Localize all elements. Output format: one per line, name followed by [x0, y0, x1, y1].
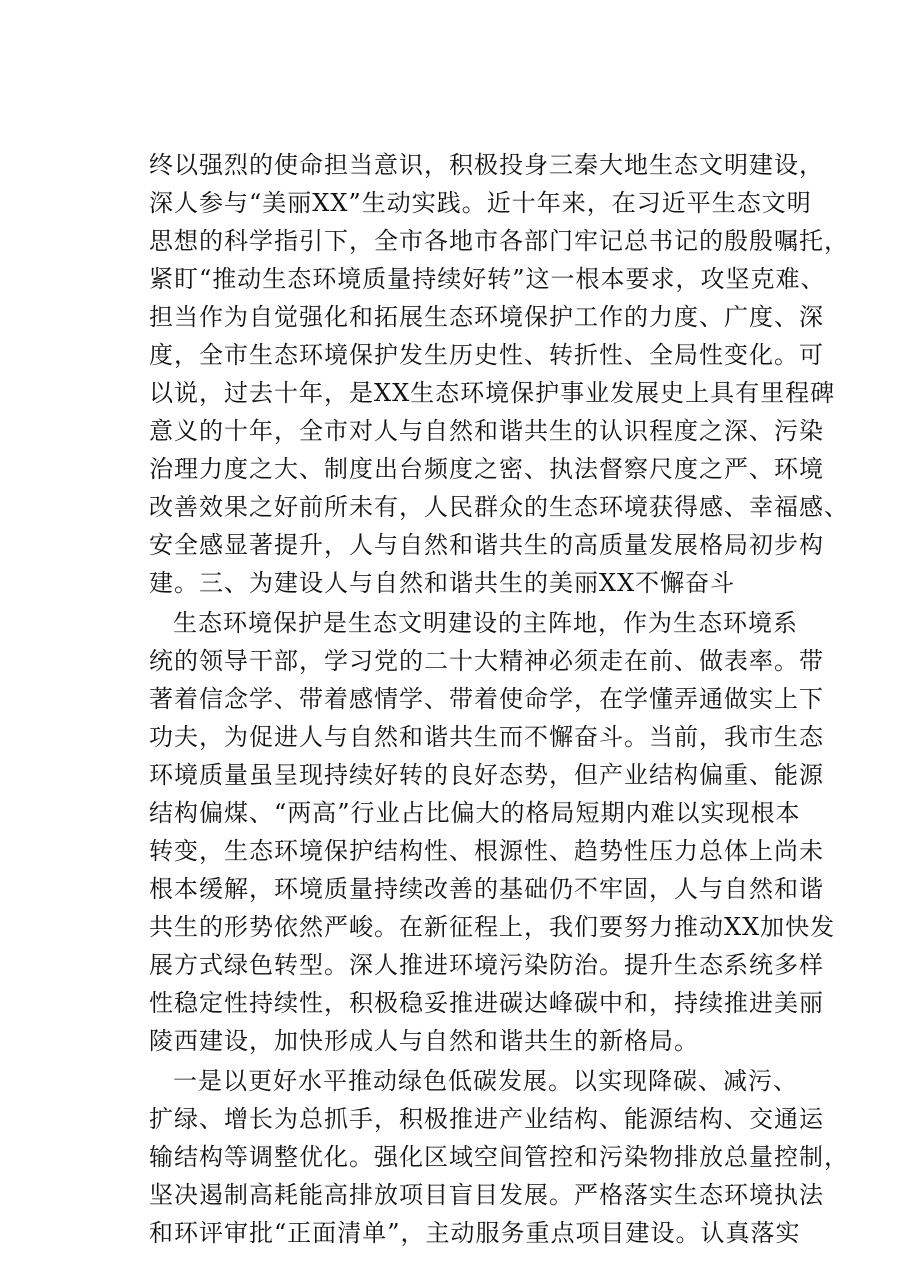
text-line: 功夫，为促进人与自然和谐共生而不懈奋斗。当前，我市生态: [149, 723, 824, 751]
text-line: 根本缓解，环境质量持续改善的基础仍不牢固，人与自然和谐: [149, 875, 824, 903]
text-line: 思想的科学指引下，全市各地市各部门牢记总书记的殷殷嘱托，: [149, 227, 849, 255]
text-line: 结构偏煤、“两高”行业占比偏大的格局短期内难以实现根本: [149, 799, 801, 827]
text-line: 坚决遏制高耗能高排放项目盲目发展。严格落实生态环境执法: [149, 1181, 824, 1209]
text-line: 安全感显著提升，人与自然和谐共生的高质量发展格局初步构: [149, 531, 824, 559]
text-line: 性稳定性持续性，积极稳妥推进碳达峰碳中和，持续推进美丽: [149, 989, 824, 1017]
text-line: 意义的十年，全市对人与自然和谐共生的认识程度之深、污染: [149, 417, 824, 445]
text-line: 担当作为自觉强化和拓展生态环境保护工作的力度、广度、深: [149, 303, 824, 331]
text-line: 共生的形势依然严峻。在新征程上，我们要努力推动XX加快发: [149, 913, 836, 941]
text-line: 建。三、为建设人与自然和谐共生的美丽XX不懈奋斗: [149, 569, 736, 597]
text-line: 著着信念学、带着感情学、带着使命学，在学懂弄通做实上下: [149, 685, 824, 713]
text-line: 展方式绿色转型。深人推进环境污染防治。提升生态系统多样: [149, 951, 824, 979]
text-line: 统的领导干部，学习党的二十大精神必须走在前、做表率。带: [149, 647, 824, 675]
paragraph-1: [0, 146, 909, 602]
text-line: 转变，生态环境保护结构性、根源性、趋势性压力总体上尚未: [149, 837, 824, 865]
paragraph-2: [0, 604, 909, 1060]
text-line: 紧盯“推动生态环境质量持续好转”这一根本要求，攻坚克难、: [149, 265, 826, 293]
text-line: 环境质量虽呈现持续好转的良好态势，但产业结构偏重、能源: [149, 761, 824, 789]
text-line: 生态环境保护是生态文明建设的主阵地，作为生态环境系: [173, 609, 798, 637]
text-line: 陵西建设，加快形成人与自然和谐共生的新格局。: [149, 1027, 699, 1055]
text-line: 输结构等调整优化。强化区域空间管控和污染物排放总量控制，: [149, 1143, 849, 1171]
text-line: 扩绿、增长为总抓手，积极推进产业结构、能源结构、交通运: [149, 1105, 824, 1133]
text-line: 度，全市生态环境保护发生历史性、转折性、全局性变化。可: [149, 341, 824, 369]
text-line: 和环评审批“正面清单”，主动服务重点项目建设。认真落实: [149, 1219, 801, 1247]
text-line: 以说，过去十年，是XX生态环境保护事业发展史上具有里程碑: [149, 379, 836, 407]
text-line: 深人参与“美丽XX”生动实践。近十年来，在习近平生态文明: [149, 189, 812, 217]
text-line: 一是以更好水平推动绿色低碳发展。以实现降碳、减污、: [173, 1067, 798, 1095]
paragraph-3: [0, 1062, 909, 1252]
text-line: 改善效果之好前所未有，人民群众的生态环境获得感、幸福感、: [149, 493, 849, 521]
text-line: 终以强烈的使命担当意识，积极投身三秦大地生态文明建设，: [149, 151, 824, 179]
text-line: 治理力度之大、制度出台频度之密、执法督察尺度之严、环境: [149, 455, 824, 483]
